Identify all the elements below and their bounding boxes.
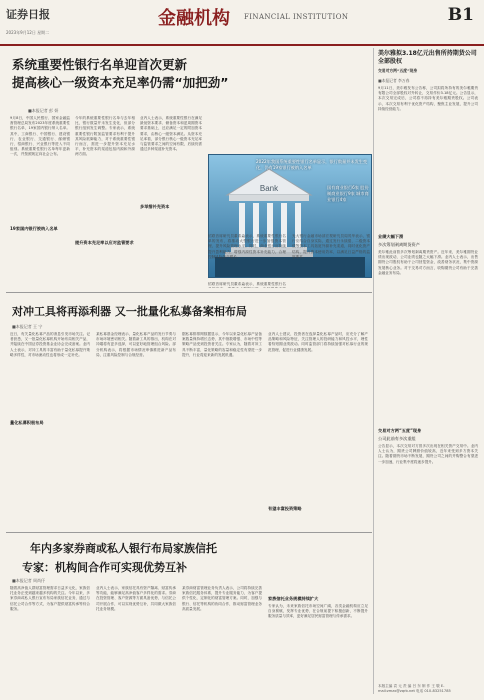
story2-byline: ■本报记者 王 宁	[12, 324, 43, 329]
right-story-a-headline: 美尔雅拟3.18亿元出售所持期货公司全部股权	[378, 50, 477, 65]
column-divider	[373, 48, 374, 694]
photo-caption-1: 2022年我国系统重要性银行名单显示，银行数量并未发生变化，仍有19家银行被纳入名单	[256, 159, 368, 170]
main-text-col-1: 9月8日，中国人民银行、国家金融监督管理总局发布2023年度系统重要性银行名单，19家国内银行纳入名单。其中，工商银行、中国银行、建设银行、农业银行、交通银行、邮储银行、招商银行、兴业银行等进入不同组别。系统重要性银行名单每年更新一次，并按照规定向社会公布。	[10, 116, 70, 157]
main-text-col-2: 今年的系统重要性银行名单与去年相比，银行数量并未发生变化，但部分银行组别发生调整。专家表示，系统重要性银行附加监管要求有利于提升其风险抵御能力，对于系统重要性银行而言，需进一步提升资本充足水平，补充资本的渠道包括内源和外源两方面。	[75, 116, 135, 157]
newspaper-logo: 证券日报	[6, 8, 50, 21]
main-headline-line-2: 提高核心一级资本充足率仍需“加把劲”	[12, 75, 229, 90]
story3-text-col-1: 随着高净值人群财富管理需求日益多元化，家族信托业务正受到越来越多机构的关注。今年以来，多家券商或私人银行宣布布局家族信托业务，通过与信托公司合作等方式，为客户提供财富传承等综合服务。	[10, 586, 90, 611]
page-number: B1	[447, 5, 474, 25]
page-footer: 本版主编 袁 元 责 编 吕 东 制 作 王 敬 E-mail:zmzx@zqrb.net 电话 010-83251785	[378, 684, 451, 693]
main-text-col-4: 招联首席研究员董希淼表示，系统重要性银行名	[208, 282, 286, 286]
right-story-b-headline: 业绩大幅下滑	[378, 234, 404, 239]
main-headline-line-1: 系统重要性银行名单迎首次更新	[12, 57, 188, 72]
right-story-c-subtitle: 公司此前有多次重组	[378, 436, 416, 441]
story3-text-col-2: 业内人士表示，家族信托具有资产隔离、财富传承等功能，能够满足高净值客户多样化的需求。券商在投资管理、客户资源等方面具备优势，与信托公司开展合作，可以实现优势互补，共同做大家族信托业务规模。	[96, 586, 176, 611]
story2-text-col-1: 近日，有关量化私募产品的消息引发市场关注。记者获悉，又一批量化私募机构开始布局相关产品，并陆续在中国证券投资基金业协会完成备案。业内人士表示，对冲工具的丰富有助于量化私募提升策略多样性，对市场流动性也将形成一定补充。	[10, 332, 90, 357]
story2-subhead-1: 量化私募积极布局	[10, 420, 44, 425]
right-story-c-text: 公告显示，本次交易对方曾多次出现在相关资产交易中。业内人士认为，期货公司牌照价值较高，近年来受到多方资本关注。随着期货市场不断发展，期货公司之间的并购整合有望进一步加速，行业集中度将逐步提升。	[378, 444, 478, 464]
right-story-a-subtitle: 交易对方两“五度”现身	[378, 68, 418, 73]
divider-main	[6, 292, 372, 293]
masthead	[0, 0, 484, 44]
section-title: 金融机构	[158, 8, 230, 29]
main-text-col-3: 业内人士表示，系统重要性银行在满足最低资本要求、储备资本和逆周期资本要求基础上，还应满足一定的附加资本要求，由核心一级资本满足。从资本充足率看，部分银行核心一级资本充足率与监管要求之间的空间有限，后续仍需通过多种渠道补充资本。	[140, 116, 202, 152]
story2-text-col-4: 业内人士建议，投资者在选择量化私募产品时，应充分了解产品策略和风险特征，关注管理人的投研能力和风控水平，理性看待短期业绩波动。同时监管部门将持续加强对私募行业的规范管理，促进行业健康发展。	[268, 332, 368, 352]
bank-sign: Bank	[259, 184, 279, 193]
right-story-a-byline: ■本报记者 李万春	[378, 78, 410, 83]
story3-headline-2: 专家：机构间合作可实现优势互补	[22, 561, 187, 574]
story2-text-col-2: 某私募基金经理表示，量化私募产品的发行节奏与市场环境密切相关。随着新工具的推出，机构在对冲端将有更多选择，可以更好地管理组合风险。部分机构表示，将根据市场情况审慎推进新产品布局，注重风险控制与合规经营。	[96, 332, 176, 357]
main-subhead-3: 多举措补充资本	[140, 204, 170, 209]
story2-subhead-2: 有望丰富投资策略	[268, 506, 302, 511]
story2-text-col-3: 据私募排排网数据显示，今年以来量化私募产品备案数量保持增长态势，其中指数增强、市场中性等策略产品受到投资者关注。专家认为，随着对冲工具不断丰富，量化策略的容量和稳定性有望进一步提升，行业将迎来新的发展机遇。	[182, 332, 262, 357]
main-subhead-1: 19家国内银行被纳入名单	[10, 226, 58, 231]
right-story-c-headline: 交易对方两“五度”现身	[378, 428, 422, 433]
main-text-col-6: 光大银行金融市场部宏观研究员周茂华表示，银行应结合自身实际，通过发行永续债、二级资本债等资本工具拓宽外源补充渠道，同时优化资产结构，提升资本使用效率，以满足日益严格的监管要求。	[292, 234, 370, 259]
story3-headline-1: 年内多家券商或私人银行布局家族信托	[30, 542, 217, 555]
story3-subhead-1: 家族信托业务规模持续扩大	[268, 596, 319, 601]
divider-story2	[6, 532, 372, 533]
issue-date: 2023年9月12日 星期二	[6, 30, 50, 35]
story2-headline: 对冲工具将再添利器 又一批量化私募备案相布局	[12, 305, 247, 318]
right-story-a-text: 9月11日，美尔雅发布公告称，公司拟将所持有的美尔雅期货有限公司全部股权对外转让，交易作价3.18亿元。公告显示，本次交易完成后，公司将不再持有美尔雅期货股权。公司表示，本次交易有利于优化资产结构，聚焦主业发展，提升公司持续经营能力。	[378, 86, 478, 111]
main-byline: ■本报记者 彭 妍	[28, 108, 59, 113]
story3-text-col-3: 某券商财富管理业务负责人表示，公司将持续完善家族信托服务体系，提升专业服务能力，为客户提供个性化、定制化的财富管理方案。同时，加强与银行、信托等机构的协同合作，推动财富管理业务高质量发展。	[182, 586, 262, 611]
right-story-b-text: 美尔雅此前曾多次筹划剥离期货资产。近年来，美尔雅期货业绩出现波动，公司业绩也随之大幅下滑。业内人士表示，出售期货公司股权有助于公司回笼资金，改善财务状况，集中资源发展核心业务。对于交易对方而言，收购期货公司有助于完善金融业务布局。	[378, 250, 478, 275]
main-subhead-2: 提升资本充足率以应对监管要求	[75, 240, 134, 245]
main-text-col-5: 招联首席研究员董希淼表示，系统重要性银行名单的发布，将推动大型银行进一步加强资本管理，提升风险管理水平。同时，商业银行应持续提升盈利能力，增强内源性资本补充能力，合理控制风险资产增长。	[208, 234, 286, 259]
main-headline	[12, 56, 372, 92]
photo-caption-2: 国有商业银行6家 股份制商业银行9家 城市商业银行4家	[327, 185, 369, 202]
story3-byline: ■本报记者 周尚伃	[12, 578, 46, 583]
section-title-en: FINANCIAL INSTITUTION	[244, 13, 349, 21]
story3-text-col-4: 专家认为，未来家族信托市场空间广阔，各类金融机构应立足自身禀赋，发挥专业优势，在合规前提下积极创新，不断提升服务质量与效率，更好满足居民财富管理与传承需求。	[268, 604, 368, 619]
right-story-b-subtitle: 多次筹划剥离期货资产	[378, 242, 420, 247]
